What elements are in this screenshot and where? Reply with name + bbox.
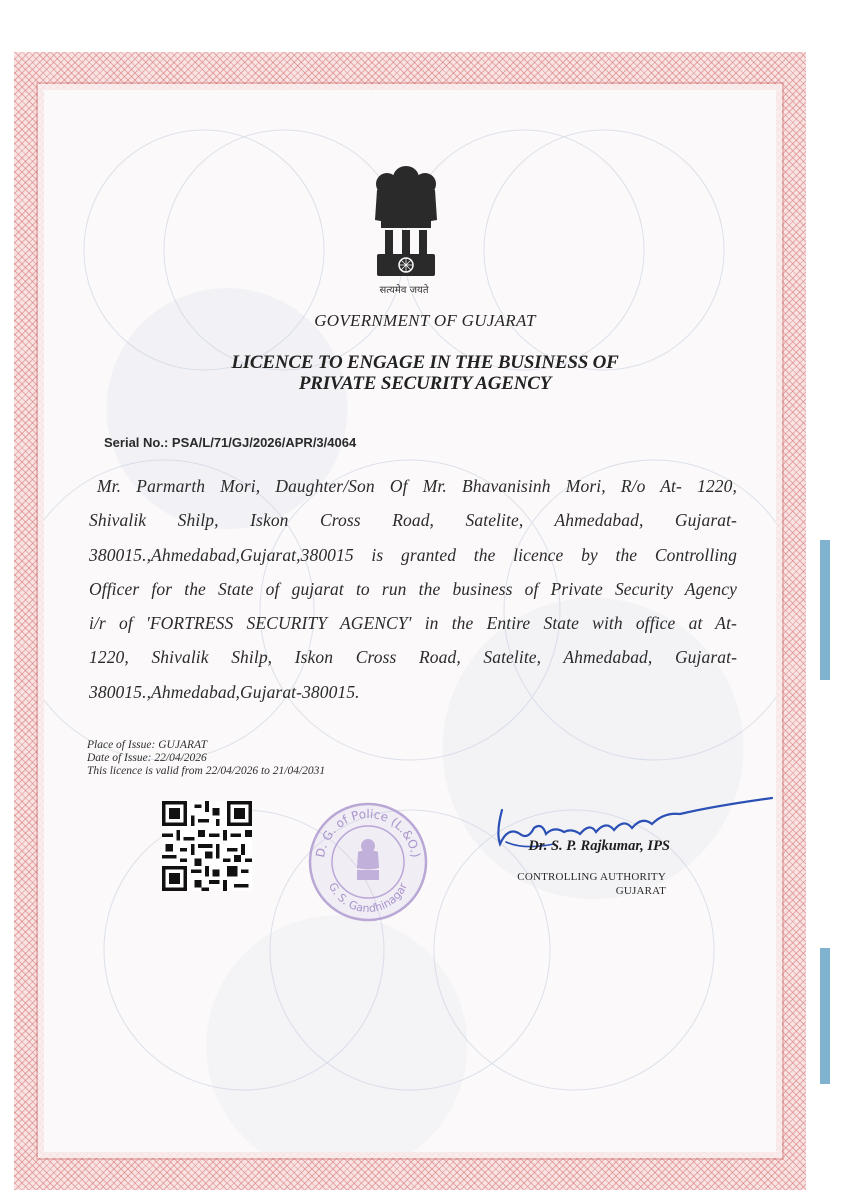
licence-title-line-2: PRIVATE SECURITY AGENCY (298, 373, 552, 394)
place-of-issue: Place of Issue: GUJARAT (87, 739, 207, 751)
signatory-designation: CONTROLLING AUTHORITY (517, 871, 666, 883)
body-line: Mr. Parmarth Mori, Daughter/Son Of Mr. Bhavanisinh Mori, R/o At- 1220, (97, 476, 737, 496)
qr-code (162, 800, 252, 892)
validity-period: This licence is valid from 22/04/2026 to 21/04/2031 (87, 765, 326, 777)
emblem-motto: सत्यमेव जयते (379, 285, 429, 296)
serial-label: Serial No.: (104, 435, 169, 450)
body-line: 380015.,Ahmedabad,Gujarat-380015. (89, 681, 360, 702)
issue-details (87, 739, 325, 778)
body-line: 1220, Shivalik Shilp, Iskon Cross Road, Satelite, Ahmedabad, Gujarat- (89, 647, 737, 668)
signatory-name: Dr. S. P. Rajkumar, IPS (528, 838, 670, 854)
body-line: Shivalik Shilp, Iskon Cross Road, Satelite, Ahmedabad, Gujarat- (89, 510, 737, 531)
body-line: 380015.,Ahmedabad,Gujarat,380015 is granted the licence by the Controlling (89, 544, 737, 565)
serial-value: PSA/L/71/GJ/2026/APR/3/4064 (171, 435, 357, 450)
licence-body (89, 469, 737, 709)
scan-edge-strip (820, 948, 830, 1084)
date-of-issue: Date of Issue: 22/04/2026 (87, 752, 207, 764)
licence-title-line-1: LICENCE TO ENGAGE IN THE BUSINESS OF (231, 352, 619, 373)
signatory-state: GUJARAT (615, 885, 666, 897)
svg-text:D. G. of Police (L.&O.): D. G. of Police (L.&O.) (313, 806, 423, 859)
body-line: Officer for the State of gujarat to run the business of Private Security Agency (89, 578, 737, 599)
police-seal (306, 800, 430, 924)
government-heading: GOVERNMENT OF GUJARAT (314, 311, 536, 330)
svg-text:G. S. Gandhinagar: G. S. Gandhinagar (325, 880, 410, 916)
national-emblem-icon (365, 160, 447, 285)
scan-edge-strip (820, 540, 830, 680)
serial-number (104, 435, 356, 450)
body-line: i/r of 'FORTRESS SECURITY AGENCY' in the Entire State with office at At- (89, 613, 737, 634)
